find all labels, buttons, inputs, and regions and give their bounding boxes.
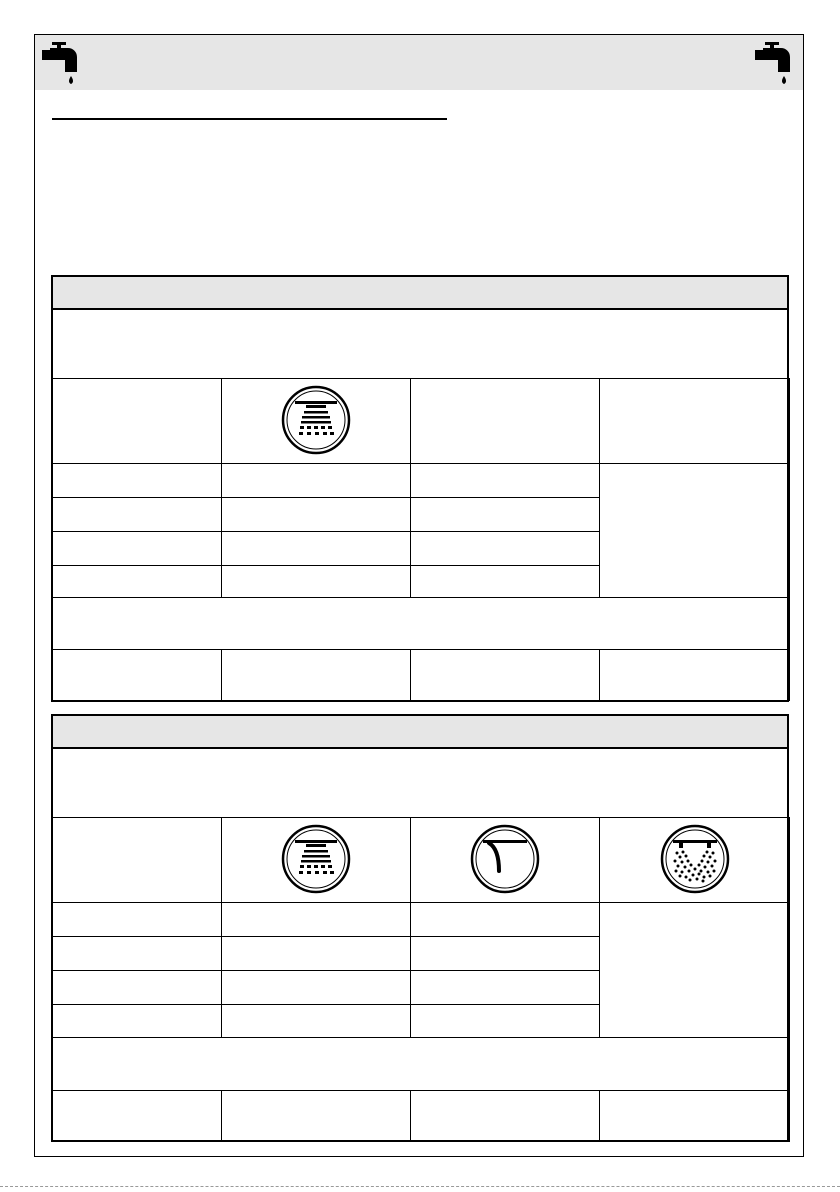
- section-1-header: [51, 275, 789, 310]
- table-row: [52, 903, 790, 937]
- mist-spray-icon: [659, 823, 731, 895]
- table-cell: [411, 566, 600, 598]
- footer-row: [52, 650, 790, 701]
- column-header: [600, 818, 790, 903]
- column-header: [411, 818, 600, 903]
- section-2-header: [51, 714, 789, 749]
- table-cell: [222, 650, 411, 701]
- section-2-description: [51, 749, 789, 817]
- table-row: [52, 464, 790, 498]
- table-cell: [222, 903, 411, 937]
- section-1: [51, 275, 789, 702]
- table-cell: [222, 971, 411, 1005]
- table-cell: [52, 971, 222, 1005]
- merged-cell: [600, 464, 790, 598]
- column-header: [52, 818, 222, 903]
- table-cell: [411, 903, 600, 937]
- page-edge-dashed-line: [0, 1186, 840, 1187]
- table-cell: [222, 498, 411, 532]
- column-header: [222, 818, 411, 903]
- section-2-table: [51, 817, 790, 1142]
- table-cell: [52, 903, 222, 937]
- table-cell: [52, 650, 222, 701]
- column-header: [411, 379, 600, 464]
- note-row: [52, 1038, 790, 1091]
- rain-spray-icon: [280, 823, 352, 895]
- column-header: [600, 379, 790, 464]
- faucet-icon: [40, 40, 82, 88]
- rain-spray-icon: [280, 384, 352, 456]
- table-cell: [411, 937, 600, 971]
- merged-cell: [600, 903, 790, 1038]
- table-cell: [222, 937, 411, 971]
- table-cell: [52, 937, 222, 971]
- table-cell: [600, 650, 790, 701]
- table-header-row: [52, 379, 790, 464]
- table-cell: [411, 464, 600, 498]
- column-header: [52, 379, 222, 464]
- header-band: [35, 35, 803, 90]
- table-cell: [52, 1091, 222, 1142]
- note-row: [52, 598, 790, 650]
- table-cell: [52, 566, 222, 598]
- note-cell: [52, 1038, 790, 1091]
- table-cell: [52, 1005, 222, 1038]
- section-1-description: [51, 310, 789, 378]
- table-cell: [411, 650, 600, 701]
- title-underline: [52, 118, 447, 120]
- table-cell: [411, 1005, 600, 1038]
- section-1-table: [51, 378, 790, 701]
- waterfall-spout-icon: [469, 823, 541, 895]
- table-header-row: [52, 818, 790, 903]
- table-cell: [222, 1091, 411, 1142]
- table-cell: [411, 971, 600, 1005]
- table-cell: [222, 464, 411, 498]
- table-cell: [222, 566, 411, 598]
- table-cell: [222, 1005, 411, 1038]
- faucet-icon: [753, 40, 795, 88]
- table-cell: [411, 532, 600, 566]
- column-header: [222, 379, 411, 464]
- footer-row: [52, 1091, 790, 1142]
- table-cell: [411, 498, 600, 532]
- table-cell: [52, 498, 222, 532]
- table-cell: [222, 532, 411, 566]
- table-cell: [600, 1091, 790, 1142]
- table-cell: [52, 464, 222, 498]
- note-cell: [52, 598, 790, 650]
- section-2: [51, 714, 789, 1142]
- table-cell: [52, 532, 222, 566]
- table-cell: [411, 1091, 600, 1142]
